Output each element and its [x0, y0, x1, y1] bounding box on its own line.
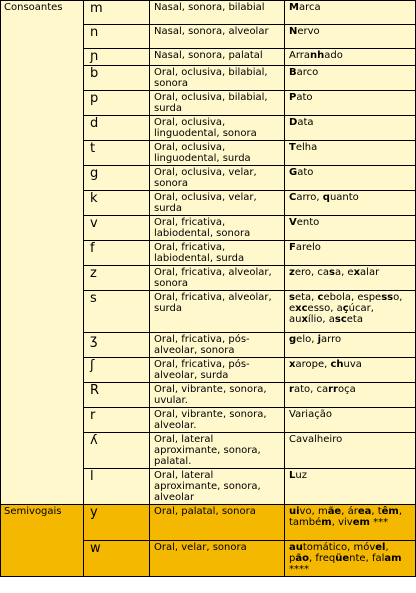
- phoneme-description: Nasal, sonora, palatal: [150, 49, 285, 66]
- phoneme-description: Oral, fricativa, pós-alveolar, sonora: [150, 333, 285, 358]
- example-segment: alar: [360, 267, 380, 278]
- phoneme-example: [285, 25, 416, 49]
- example-segment: q: [322, 192, 330, 203]
- example-segment: B: [289, 67, 297, 78]
- phoneme-symbol: v: [84, 216, 150, 241]
- example-segment: uanto: [329, 192, 359, 203]
- example-segment: ss: [381, 292, 394, 303]
- example-segment: ero, ca: [294, 267, 329, 278]
- example-segment: j: [317, 334, 322, 345]
- phoneme-symbol: l: [84, 469, 150, 505]
- phoneme-description: Oral, fricativa, pós-alveolar, surda: [150, 358, 285, 383]
- example-segment: r: [289, 384, 294, 395]
- phoneme-description: Oral, oclusiva, linguodental, surda: [150, 141, 285, 166]
- phoneme-example: [285, 1, 416, 25]
- example-segment: au: [289, 542, 303, 553]
- example-segment: , freq: [308, 553, 336, 564]
- example-segment: ea: [357, 506, 372, 517]
- phoneme-symbol: f: [84, 241, 150, 266]
- phoneme-description: Oral, lateral aproximante, sonora, alveolar: [150, 469, 285, 505]
- phoneme-description: Oral, fricativa, alveolar, surda: [150, 291, 285, 333]
- example-segment: eta,: [294, 292, 318, 303]
- phoneme-example: [285, 433, 416, 469]
- phoneme-row: [1, 1, 416, 25]
- example-segment: esso, a: [307, 303, 343, 314]
- example-segment: ato, ca: [293, 384, 329, 395]
- phoneme-example: [285, 166, 416, 191]
- phoneme-description: Nasal, sonora, bilabial: [150, 1, 285, 25]
- example-segment: uva: [343, 359, 362, 370]
- example-segment: Cavalheiro: [289, 434, 343, 445]
- example-segment: m: [321, 517, 332, 528]
- phoneme-symbol: ʎ: [84, 433, 150, 469]
- example-segment: x: [353, 267, 361, 278]
- example-segment: arca: [298, 2, 321, 13]
- example-segment: rr: [328, 384, 338, 395]
- phoneme-description: Oral, oclusiva, bilabial, sonora: [150, 66, 285, 91]
- example-segment: üe: [335, 553, 350, 564]
- consoantes-category-label: Consoantes: [1, 1, 84, 505]
- example-segment: x: [301, 314, 308, 325]
- phoneme-symbol: k: [84, 191, 150, 216]
- example-segment: ervo: [297, 26, 320, 37]
- phoneme-description: Oral, fricativa, labiodental, surda: [150, 241, 285, 266]
- phoneme-table-body: [1, 1, 416, 577]
- example-segment: ãe: [327, 506, 342, 517]
- phoneme-example: [285, 216, 416, 241]
- phoneme-description: Oral, fricativa, alveolar, sonora: [150, 266, 285, 291]
- example-segment: D: [289, 117, 298, 128]
- example-segment: arope,: [295, 359, 331, 370]
- example-segment: nte, fal: [349, 553, 385, 564]
- example-segment: ui: [289, 506, 300, 517]
- phoneme-symbol: b: [84, 66, 150, 91]
- example-segment: L: [289, 470, 296, 481]
- example-segment: sc: [334, 314, 347, 325]
- example-segment: c: [317, 292, 324, 303]
- phoneme-symbol: ɲ: [84, 49, 150, 66]
- example-segment: C: [289, 192, 297, 203]
- example-segment: tomático, móv: [302, 542, 376, 553]
- phoneme-symbol: g: [84, 166, 150, 191]
- example-segment: s: [289, 292, 295, 303]
- phoneme-symbol: R: [84, 383, 150, 408]
- example-segment: vo, m: [299, 506, 328, 517]
- example-segment: g: [289, 334, 297, 345]
- phoneme-description: Oral, fricativa, labiodental, sonora: [150, 216, 285, 241]
- example-segment: am: [384, 553, 402, 564]
- example-segment: G: [289, 167, 298, 178]
- example-segment: ílio, a: [307, 314, 335, 325]
- example-segment: eta: [346, 314, 363, 325]
- phoneme-example: [285, 241, 416, 266]
- phoneme-description: Nasal, sonora, alveolar: [150, 25, 285, 49]
- phoneme-symbol: p: [84, 91, 150, 116]
- phoneme-symbol: d: [84, 116, 150, 141]
- phoneme-example: [285, 383, 416, 408]
- example-segment: P: [289, 92, 297, 103]
- example-segment: ****: [289, 564, 309, 575]
- example-segment: elha: [295, 142, 318, 153]
- example-segment: o, e: [289, 292, 403, 314]
- phoneme-example: [285, 408, 416, 433]
- phoneme-example: [285, 191, 416, 216]
- example-segment: arco: [296, 67, 319, 78]
- example-segment: , ár: [341, 506, 358, 517]
- phoneme-symbol: r: [84, 408, 150, 433]
- example-segment: T: [289, 142, 296, 153]
- example-segment: ento: [296, 217, 320, 228]
- example-segment: M: [289, 2, 299, 13]
- example-segment: F: [289, 242, 296, 253]
- example-segment: , p: [289, 542, 389, 564]
- phoneme-symbol: s: [84, 291, 150, 333]
- phoneme-description: Oral, vibrante, sonora, alveolar.: [150, 408, 285, 433]
- phoneme-example: [285, 358, 416, 383]
- example-segment: arro: [321, 334, 342, 345]
- example-segment: ão: [295, 553, 309, 564]
- phoneme-example: [285, 66, 416, 91]
- example-segment: , t: [371, 506, 382, 517]
- phoneme-example: [285, 469, 416, 505]
- example-segment: , també: [289, 506, 403, 528]
- example-segment: uz: [295, 470, 307, 481]
- example-segment: xc: [295, 303, 308, 314]
- example-segment: x: [289, 359, 296, 370]
- phoneme-symbol: n: [84, 25, 150, 49]
- phoneme-description: Oral, oclusiva, velar, sonora: [150, 166, 285, 191]
- example-segment: el: [375, 542, 386, 553]
- phoneme-example: [285, 505, 416, 541]
- example-segment: ebola, espe: [323, 292, 382, 303]
- phoneme-example: [285, 91, 416, 116]
- example-segment: êm: [381, 506, 399, 517]
- example-segment: a, e: [334, 267, 354, 278]
- example-segment: ato: [297, 167, 314, 178]
- example-segment: oça: [337, 384, 356, 395]
- phoneme-description: Oral, velar, sonora: [150, 541, 285, 577]
- phoneme-description: Oral, oclusiva, linguodental, sonora: [150, 116, 285, 141]
- phoneme-description: Oral, palatal, sonora: [150, 505, 285, 541]
- example-segment: ato: [296, 92, 313, 103]
- example-segment: , viv: [331, 517, 353, 528]
- example-segment: ***: [369, 517, 389, 528]
- phoneme-example: [285, 266, 416, 291]
- phoneme-description: Oral, oclusiva, velar, surda: [150, 191, 285, 216]
- example-segment: arelo: [295, 242, 321, 253]
- phoneme-symbol: z: [84, 266, 150, 291]
- example-segment: úcar, au: [289, 303, 374, 325]
- phoneme-row: [1, 505, 416, 541]
- example-segment: em: [352, 517, 370, 528]
- example-segment: Arra: [289, 50, 311, 61]
- phoneme-description: Oral, vibrante, sonora, uvular.: [150, 383, 285, 408]
- phoneme-symbol: ʒ: [84, 333, 150, 358]
- phoneme-example: [285, 141, 416, 166]
- phoneme-example: [285, 291, 416, 333]
- phoneme-symbol: y: [84, 505, 150, 541]
- example-segment: s: [328, 267, 335, 278]
- example-segment: nh: [310, 50, 325, 61]
- example-segment: elo,: [296, 334, 318, 345]
- phoneme-description: Oral, lateral aproximante, sonora, palatal.: [150, 433, 285, 469]
- example-segment: V: [289, 217, 297, 228]
- example-segment: ado: [324, 50, 343, 61]
- example-segment: Variação: [289, 409, 332, 420]
- phoneme-symbol: t: [84, 141, 150, 166]
- phoneme-description: Oral, oclusiva, bilabial, surda: [150, 91, 285, 116]
- example-segment: arro,: [296, 192, 323, 203]
- phoneme-symbol: m: [84, 1, 150, 25]
- phoneme-example: [285, 333, 416, 358]
- phoneme-symbol: w: [84, 541, 150, 577]
- example-segment: ata: [297, 117, 314, 128]
- phoneme-example: [285, 541, 416, 577]
- example-segment: N: [289, 26, 298, 37]
- example-segment: z: [289, 267, 295, 278]
- example-segment: ch: [330, 359, 344, 370]
- semivogais-category-label: Semivogais: [1, 505, 84, 577]
- example-segment: ç: [342, 303, 349, 314]
- phoneme-symbol: ʃ: [84, 358, 150, 383]
- phoneme-example: [285, 116, 416, 141]
- phoneme-example: [285, 49, 416, 66]
